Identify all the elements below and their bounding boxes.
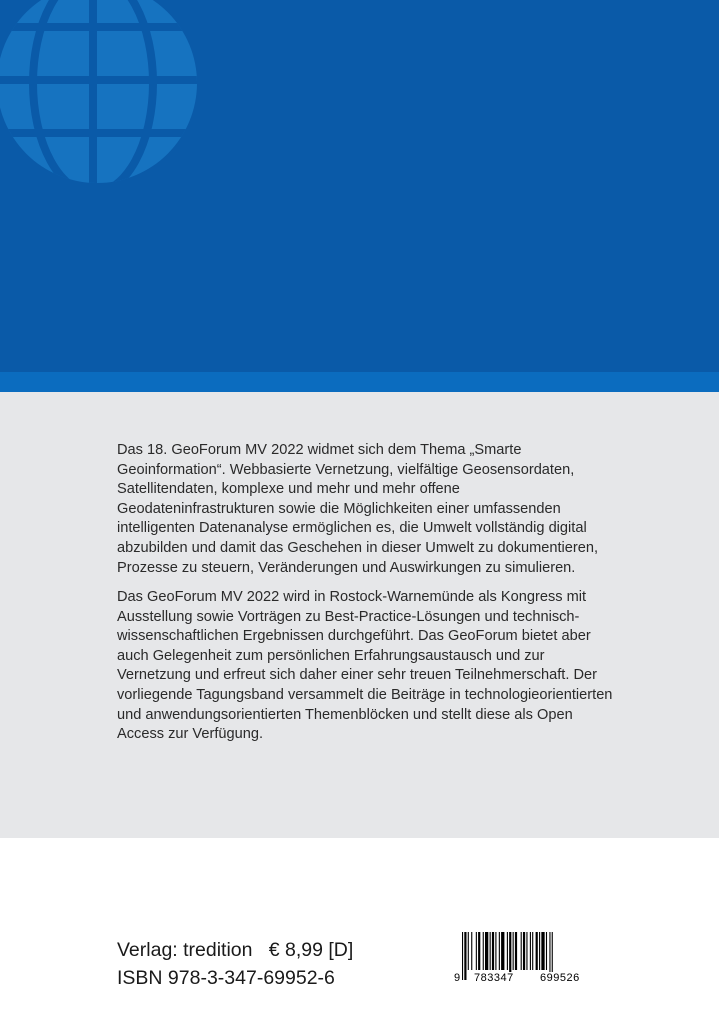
barcode [454,932,605,990]
barcode-bar [515,932,517,970]
cover-top-panel [0,0,719,372]
barcode-bar [495,932,496,970]
barcode-bar [546,932,547,970]
barcode-bar [462,932,463,980]
barcode-bar [536,932,538,970]
barcode-digits-2: 783347 [474,972,514,984]
accent-strip [0,372,719,392]
barcode-bar [490,932,491,970]
barcode-bar [471,932,472,970]
barcode-bar [483,932,484,970]
publisher-info [117,936,353,992]
barcode-bar [478,932,480,970]
isbn: ISBN 978-3-347-69952-6 [117,967,335,989]
barcode-bar [476,932,477,970]
barcode-bar [464,932,466,980]
barcode-bar [526,932,527,970]
barcode-bar [539,932,540,970]
barcode-bar [532,932,533,970]
barcode-bar [530,932,531,970]
blurb-paragraph-2: Das GeoForum MV 2022 wird in Rostock-Warnemünde als Kongress mit Ausstellung sowie Vorträgen zu Best-Practice-Lösungen und technisch-wissenschaftlichen Ergebnissen durchgeführt. Das GeoForum bietet aber auch Gelegenheit zum persönlichen Erfahrungsaustausch und zur Vernetzung und erfreut sich daher einer sehr treuen Teilnehmerschaft. Der vorliegende Tagungsband versammelt die Beiträge in technologieorientierten und anwendungsorientierten Themenblöcken und stellt diese als Open Access zur Verfügung. [117,589,613,743]
blurb-paragraph-1: Das 18. GeoForum MV 2022 widmet sich dem Thema „Smarte Geoinformation“. Webbasierte Vernetzung, vielfältige Geosensordaten, Satellitendaten, komplexe und mehr und mehr offene Geodateninfrastrukturen sowie die Möglichkeiten einer umfassenden intelligenten Datenanalyse ermöglichen es, die Umwelt vollständig digital abzubilden und damit das Geschehen in dieser Umwelt zu dokumentieren, Prozesse zu steuern, Veränderungen und Auswirkungen zu simulieren. [117,442,599,576]
barcode-bar [521,932,522,970]
barcode-bar [485,932,488,970]
barcode-bar [507,932,508,970]
barcode-bar [501,932,504,970]
barcode-digits-3: 699526 [540,972,580,984]
barcode-bar [513,932,514,970]
barcode-bar [541,932,544,970]
barcode-bar [492,932,494,970]
globe-icon [0,0,220,200]
publisher-price: Verlag: tredition € 8,99 [D] [117,939,354,961]
barcode-bar [523,932,525,970]
barcode-digit-1: 9 [454,972,461,984]
barcode-bar [468,932,469,970]
barcode-bar [499,932,500,970]
